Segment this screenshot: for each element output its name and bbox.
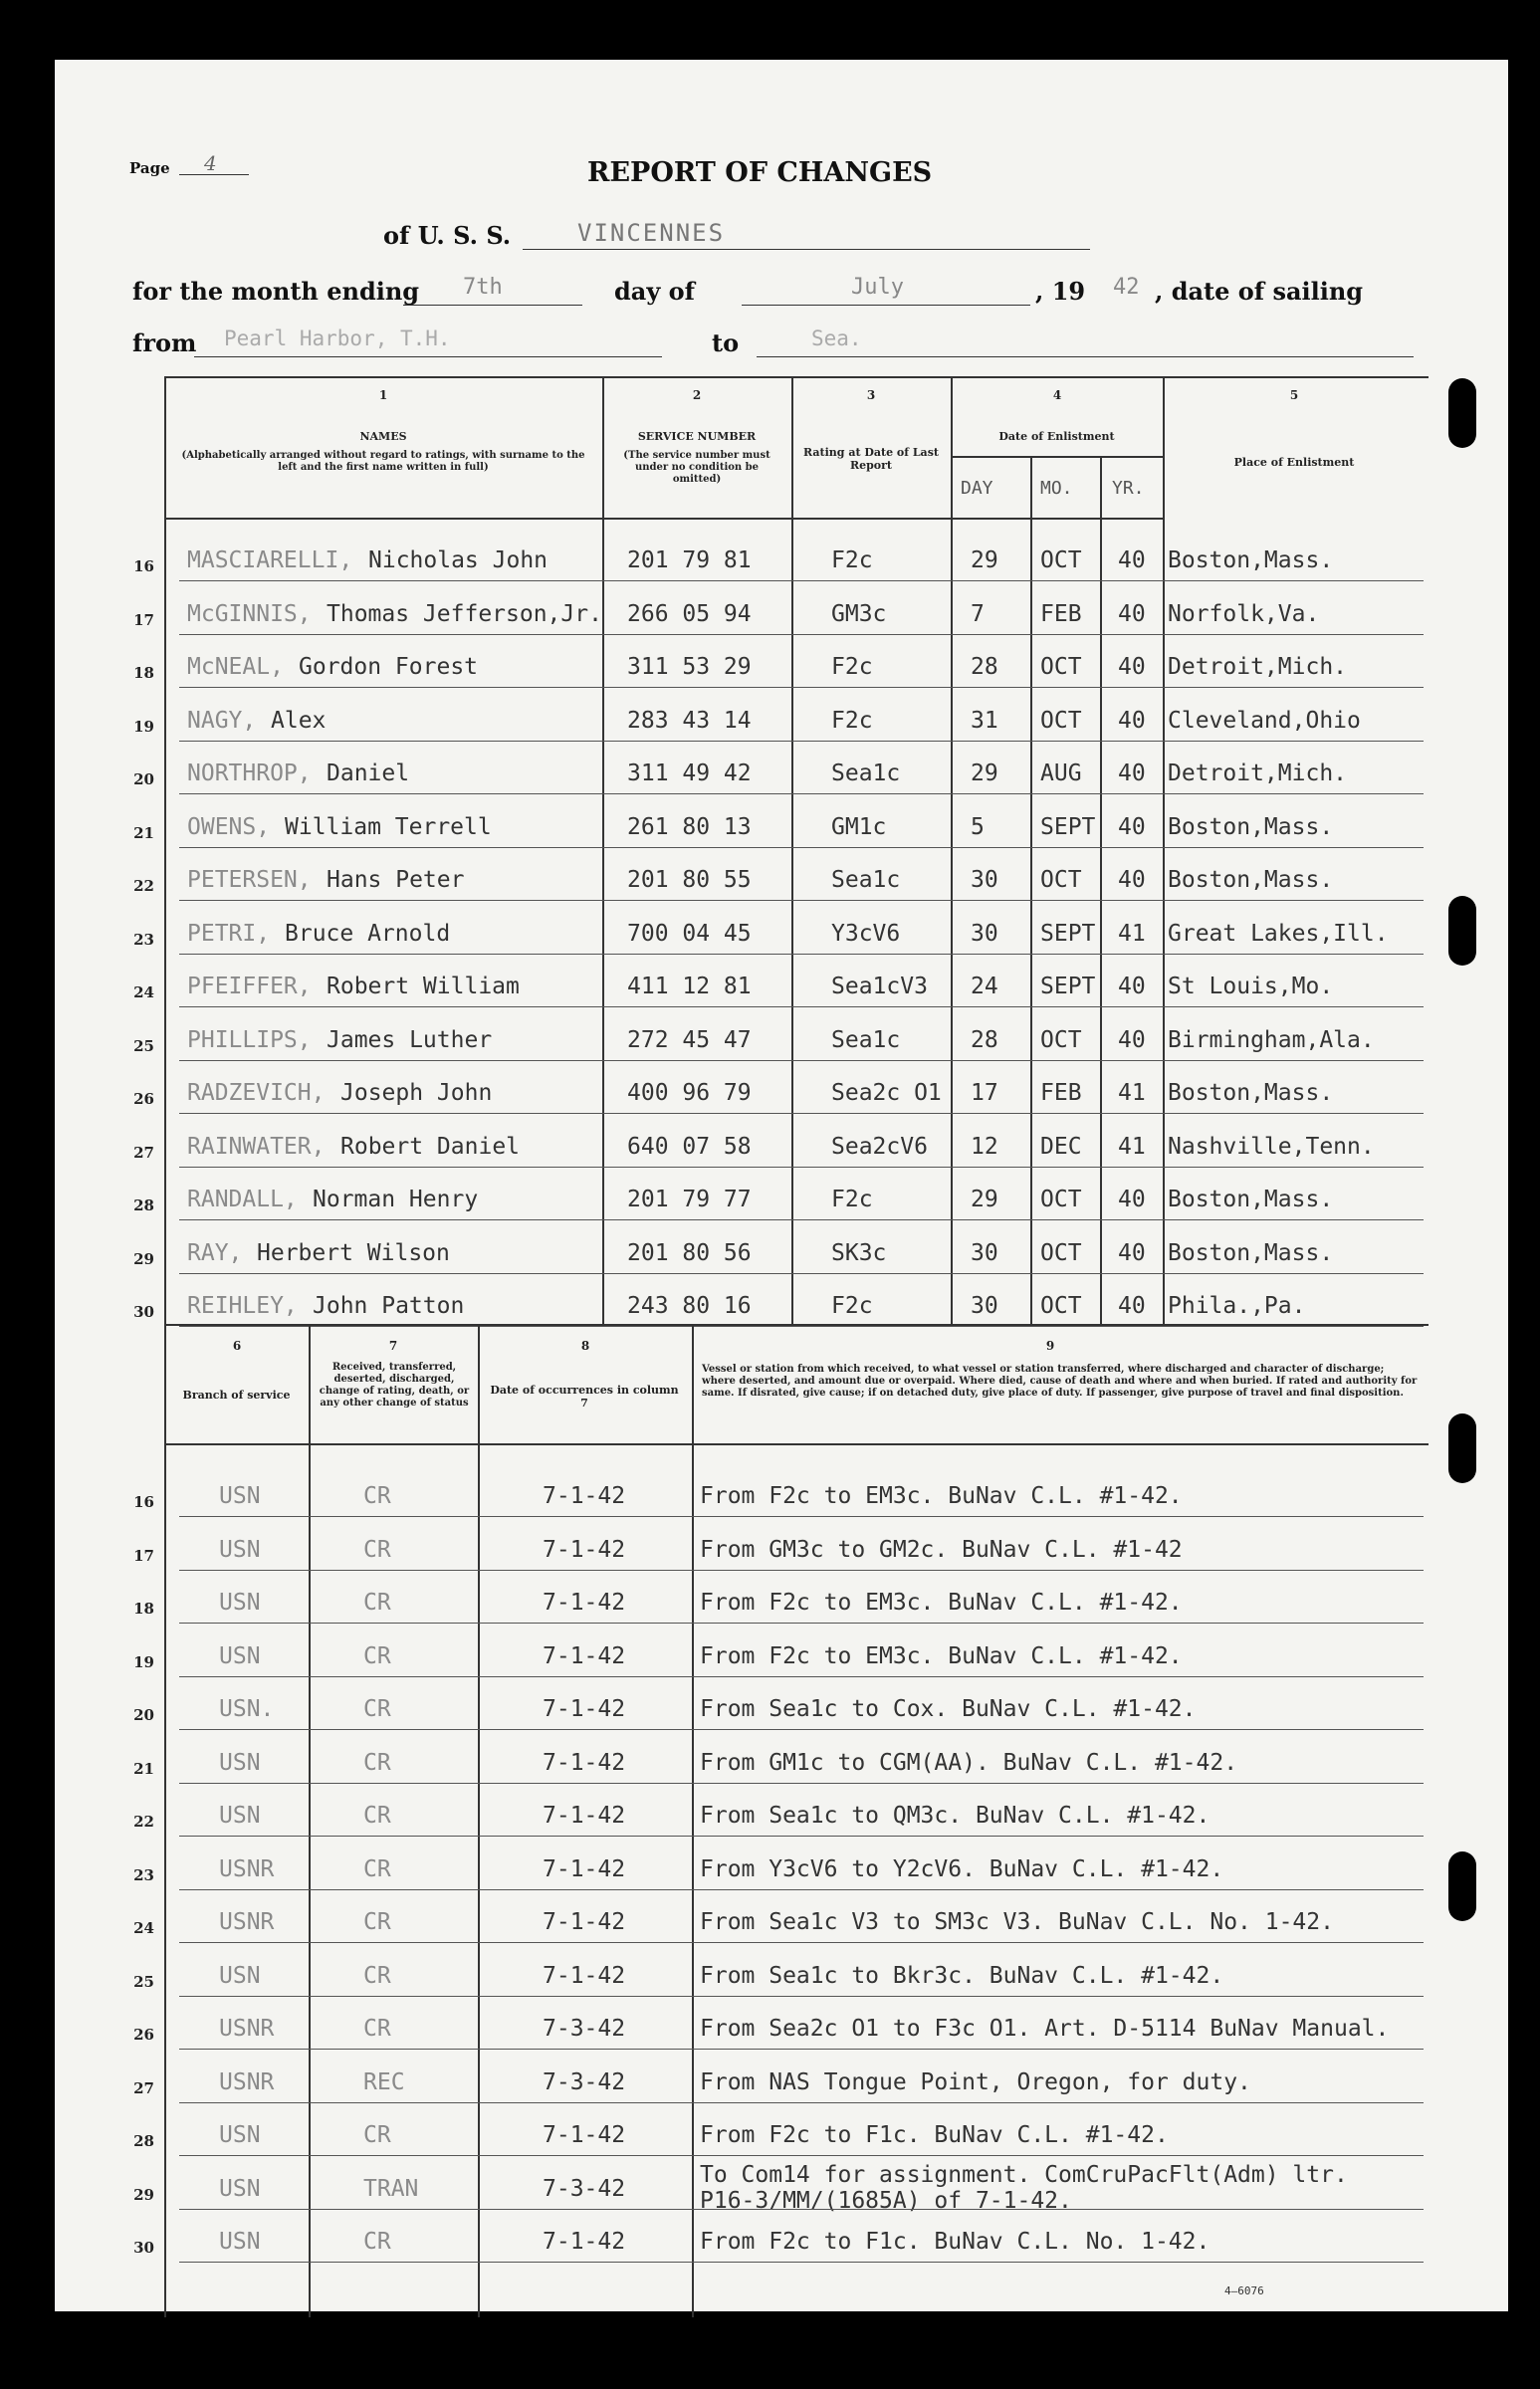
service-number: 400 96 79	[627, 1080, 752, 1106]
remarks: From Sea1c V3 to SM3c V3. BuNav C.L. No. 1-42.	[700, 1909, 1334, 1935]
row-number: 30	[133, 2239, 154, 2257]
change-status: CR	[363, 1962, 391, 1989]
status-header: Received, transferred, deserted, discharged, change of rating, death, or any other change of status	[319, 1362, 470, 1409]
enlist-year: 40	[1118, 600, 1146, 627]
form-number: 4—6076	[1224, 2284, 1264, 2297]
enlist-month: OCT	[1040, 1187, 1082, 1212]
col-number-9: 9	[1045, 1339, 1055, 1353]
enlist-year: 40	[1118, 547, 1146, 573]
enlist-month: AUG	[1040, 760, 1082, 786]
surname: NORTHROP,	[187, 760, 312, 786]
surname: RANDALL,	[187, 1187, 298, 1212]
enlist-day: 29	[971, 760, 998, 786]
enlist-year: 40	[1118, 707, 1146, 734]
enlist-month-label: MO.	[1040, 478, 1073, 499]
names-subheader: (Alphabetically arranged without regard to ratings, with surname to the left and the first name written in full)	[181, 450, 585, 473]
enlist-year: 40	[1118, 1293, 1146, 1319]
enlist-place: Boston,Mass.	[1168, 1187, 1334, 1212]
row-number: 22	[133, 1813, 154, 1831]
given-name: Robert Daniel	[340, 1133, 521, 1160]
given-name: Bruce Arnold	[285, 920, 451, 947]
occurrence-date: 7-1-42	[543, 1749, 626, 1776]
remarks: From F2c to EM3c. BuNav C.L. #1-42.	[700, 1590, 1183, 1616]
month-value: July	[851, 275, 904, 300]
rating-header: Rating at Date of Last Report	[803, 446, 939, 473]
change-status: CR	[363, 1855, 391, 1882]
occurrence-date: 7-3-42	[543, 2016, 626, 2042]
row-number: 27	[133, 2078, 154, 2097]
enlist-day: 7	[971, 600, 985, 627]
surname: RAINWATER,	[187, 1133, 326, 1160]
enlist-year: 40	[1118, 974, 1146, 999]
page-label: Page	[129, 159, 170, 177]
rating: Sea1cV3	[831, 974, 928, 999]
enlist-place: Boston,Mass.	[1168, 1080, 1334, 1106]
from-value: Pearl Harbor, T.H.	[224, 326, 451, 350]
occurrence-date: 7-1-42	[543, 1909, 626, 1935]
change-status: CR	[363, 1536, 391, 1563]
enlist-place: Detroit,Mich.	[1168, 760, 1348, 786]
rating: Sea1c	[831, 867, 901, 893]
branch-of-service: USN	[219, 1962, 261, 1989]
enlist-day: 29	[971, 547, 998, 573]
year-value: 42	[1113, 275, 1140, 300]
enlist-day: 17	[971, 1080, 998, 1106]
service-number: 283 43 14	[627, 707, 752, 734]
change-status: CR	[363, 2016, 391, 2042]
row-number: 23	[133, 1865, 154, 1884]
given-name: John Patton	[313, 1293, 465, 1319]
page-number: 4	[204, 151, 217, 175]
given-name: Daniel	[327, 760, 410, 786]
remarks: From F2c to F1c. BuNav C.L. No. 1-42.	[700, 2229, 1210, 2255]
enlist-day: 30	[971, 867, 998, 893]
enlist-place: Boston,Mass.	[1168, 813, 1334, 840]
row-number: 29	[133, 1249, 154, 1268]
remarks-continued: P16-3/MM/(1685A) of 7-1-42.	[700, 2187, 1072, 2214]
enlist-place: Boston,Mass.	[1168, 547, 1334, 573]
branch-header: Branch of service	[182, 1389, 291, 1402]
enlist-header: Date of Enlistment	[998, 430, 1115, 443]
col-number-3: 3	[866, 388, 876, 402]
surname: PFEIFFER,	[187, 974, 312, 999]
service-number: 201 80 55	[627, 867, 752, 893]
enlist-year: 40	[1118, 1026, 1146, 1053]
branch-of-service: USN	[219, 1642, 261, 1669]
row-number: 17	[133, 1546, 154, 1565]
rating: F2c	[831, 547, 873, 573]
day-value: 7th	[463, 275, 503, 300]
given-name: Joseph John	[340, 1080, 493, 1106]
rating: GM1c	[831, 813, 887, 840]
row-number: 25	[133, 1036, 154, 1055]
enlist-year: 40	[1118, 1187, 1146, 1212]
enlist-day: 28	[971, 1026, 998, 1053]
enlist-place: Birmingham,Ala.	[1168, 1026, 1375, 1053]
col-number-2: 2	[692, 388, 702, 402]
branch-of-service: USNR	[219, 2016, 275, 2042]
row-number: 28	[133, 1196, 154, 1214]
occurrence-date: 7-1-42	[543, 1855, 626, 1882]
surname: McGINNIS,	[187, 600, 312, 627]
date-header: Date of occurrences in column 7	[490, 1384, 679, 1411]
enlist-place: St Louis,Mo.	[1168, 974, 1334, 999]
occurrence-date: 7-1-42	[543, 1590, 626, 1616]
remarks: From Sea1c to Cox. BuNav C.L. #1-42.	[700, 1696, 1197, 1722]
occurrence-date: 7-3-42	[543, 2068, 626, 2095]
enlist-place: Boston,Mass.	[1168, 867, 1334, 893]
enlist-month: OCT	[1040, 1293, 1082, 1319]
branch-of-service: USN	[219, 2175, 261, 2202]
surname: NAGY,	[187, 707, 257, 734]
service-number: 243 80 16	[627, 1293, 752, 1319]
col-number-7: 7	[388, 1339, 398, 1353]
row-number: 16	[133, 1493, 154, 1511]
enlist-month: OCT	[1040, 547, 1082, 573]
binder-tab	[1448, 378, 1476, 448]
rating: Y3cV6	[831, 920, 901, 947]
enlist-month: SEPT	[1040, 920, 1096, 947]
enlist-day: 29	[971, 1187, 998, 1212]
rating: F2c	[831, 707, 873, 734]
change-status: TRAN	[363, 2175, 419, 2202]
row-number: 18	[133, 664, 154, 682]
enlist-year: 41	[1118, 1080, 1146, 1106]
enlist-day: 31	[971, 707, 998, 734]
occurrence-date: 7-1-42	[543, 2229, 626, 2255]
surname: PHILLIPS,	[187, 1026, 312, 1053]
col-number-4: 4	[1052, 388, 1062, 402]
remarks-header: Vessel or station from which received, to what vessel or station transferred, where discharged and character of discharge; where deserted, and amount due or overpaid. Where died, cause of death and where and when buried. If rated and authority for same. If disrated, give cause; if on detached duty, give place of duty. If passenger, give purpose of travel and final disposition.	[702, 1364, 1418, 1399]
service-number: 201 79 77	[627, 1187, 752, 1212]
enlist-month: OCT	[1040, 1239, 1082, 1266]
enlist-year: 41	[1118, 920, 1146, 947]
enlist-month: OCT	[1040, 867, 1082, 893]
enlist-place: Boston,Mass.	[1168, 1239, 1334, 1266]
change-status: CR	[363, 1749, 391, 1776]
row-number: 29	[133, 2185, 154, 2204]
row-number: 16	[133, 557, 154, 575]
change-status: CR	[363, 1803, 391, 1829]
rating: SK3c	[831, 1239, 887, 1266]
row-number: 22	[133, 877, 154, 895]
row-number: 26	[133, 1090, 154, 1108]
change-status: CR	[363, 2229, 391, 2255]
row-number: 17	[133, 610, 154, 629]
rating: GM3c	[831, 600, 887, 627]
row-number: 25	[133, 1972, 154, 1991]
remarks: From GM1c to CGM(AA). BuNav C.L. #1-42.	[700, 1749, 1238, 1776]
enlist-month: SEPT	[1040, 974, 1096, 999]
enlist-day: 30	[971, 1293, 998, 1319]
branch-of-service: USN	[219, 1590, 261, 1616]
given-name: Robert William	[327, 974, 520, 999]
given-name: Herbert Wilson	[257, 1239, 450, 1266]
branch-of-service: USN.	[219, 1696, 275, 1722]
remarks: To Com14 for assignment. ComCruPacFlt(Adm) ltr.	[700, 2161, 1348, 2188]
row-number: 20	[133, 770, 154, 788]
enlist-day: 12	[971, 1133, 998, 1160]
given-name: William Terrell	[285, 813, 492, 840]
enlist-year: 40	[1118, 867, 1146, 893]
rating: F2c	[831, 1293, 873, 1319]
given-name: Alex	[271, 707, 327, 734]
enlist-place: Nashville,Tenn.	[1168, 1133, 1375, 1160]
given-name: Gordon Forest	[299, 654, 479, 680]
day-suffix: day of	[614, 277, 695, 306]
branch-of-service: USN	[219, 2229, 261, 2255]
branch-of-service: USNR	[219, 1909, 275, 1935]
enlist-place: Norfolk,Va.	[1168, 600, 1320, 627]
enlist-year: 40	[1118, 760, 1146, 786]
branch-of-service: USN	[219, 1749, 261, 1776]
occurrence-date: 7-1-42	[543, 1696, 626, 1722]
report-title: REPORT OF CHANGES	[587, 157, 933, 188]
occurrence-date: 7-1-42	[543, 1536, 626, 1563]
given-name: Norman Henry	[313, 1187, 479, 1212]
surname: RAY,	[187, 1239, 243, 1266]
enlist-day-label: DAY	[961, 478, 993, 499]
row-number: 27	[133, 1143, 154, 1162]
enlist-year: 40	[1118, 654, 1146, 680]
change-status: CR	[363, 1590, 391, 1616]
enlist-day: 30	[971, 1239, 998, 1266]
change-status: CR	[363, 1642, 391, 1669]
surname: RADZEVICH,	[187, 1080, 326, 1106]
change-status: CR	[363, 1909, 391, 1935]
rating: F2c	[831, 1187, 873, 1212]
occurrence-date: 7-3-42	[543, 2175, 626, 2202]
surname: OWENS,	[187, 813, 271, 840]
col-number-6: 6	[232, 1339, 242, 1353]
service-subheader: (The service number must under no condition be omitted)	[623, 450, 770, 485]
enlist-day: 28	[971, 654, 998, 680]
occurrence-date: 7-1-42	[543, 1642, 626, 1669]
row-number: 24	[133, 1919, 154, 1937]
occurrence-date: 7-1-42	[543, 1962, 626, 1989]
enlist-year-label: YR.	[1112, 478, 1145, 499]
remarks: From F2c to F1c. BuNav C.L. #1-42.	[700, 2122, 1169, 2148]
surname: REIHLEY,	[187, 1293, 298, 1319]
row-number: 28	[133, 2132, 154, 2150]
row-number: 24	[133, 983, 154, 1001]
binder-tab	[1448, 1413, 1476, 1483]
given-name: James Luther	[327, 1026, 493, 1053]
place-header: Place of Enlistment	[1233, 456, 1355, 469]
remarks: From F2c to EM3c. BuNav C.L. #1-42.	[700, 1642, 1183, 1669]
service-number: 311 49 42	[627, 760, 752, 786]
service-number: 700 04 45	[627, 920, 752, 947]
row-number: 20	[133, 1706, 154, 1724]
service-number: 201 80 56	[627, 1239, 752, 1266]
enlist-day: 24	[971, 974, 998, 999]
report-page	[55, 60, 1508, 2311]
service-number: 311 53 29	[627, 654, 752, 680]
row-number: 19	[133, 717, 154, 736]
sailing-label: , date of sailing	[1155, 277, 1364, 306]
change-status: CR	[363, 1483, 391, 1509]
col-number-5: 5	[1289, 388, 1299, 402]
branch-of-service: USN	[219, 1536, 261, 1563]
remarks: From Sea2c O1 to F3c O1. Art. D-5114 BuNav Manual.	[700, 2016, 1390, 2042]
uss-label: of U. S. S.	[383, 221, 512, 250]
occurrence-date: 7-1-42	[543, 1483, 626, 1509]
enlist-month: SEPT	[1040, 813, 1096, 840]
remarks: From Sea1c to QM3c. BuNav C.L. #1-42.	[700, 1803, 1210, 1829]
occurrence-date: 7-1-42	[543, 2122, 626, 2148]
remarks: From Y3cV6 to Y2cV6. BuNav C.L. #1-42.	[700, 1855, 1224, 1882]
rating: Sea2cV6	[831, 1133, 928, 1160]
service-number: 261 80 13	[627, 813, 752, 840]
enlist-year: 40	[1118, 1239, 1146, 1266]
surname: PETRI,	[187, 920, 271, 947]
surname: MASCIARELLI,	[187, 547, 353, 573]
given-name: Hans Peter	[327, 867, 465, 893]
enlist-day: 30	[971, 920, 998, 947]
enlist-month: FEB	[1040, 600, 1082, 627]
enlist-place: Phila.,Pa.	[1168, 1293, 1306, 1319]
rating: Sea1c	[831, 760, 901, 786]
rating: Sea1c	[831, 1026, 901, 1053]
remarks: From Sea1c to Bkr3c. BuNav C.L. #1-42.	[700, 1962, 1224, 1989]
to-label: to	[712, 328, 740, 357]
surname: PETERSEN,	[187, 867, 312, 893]
occurrence-date: 7-1-42	[543, 1803, 626, 1829]
enlist-month: OCT	[1040, 654, 1082, 680]
branch-of-service: USN	[219, 1483, 261, 1509]
given-name: Nicholas John	[368, 547, 549, 573]
change-status: CR	[363, 2122, 391, 2148]
service-number: 272 45 47	[627, 1026, 752, 1053]
col-number-8: 8	[580, 1339, 590, 1353]
from-label: from	[132, 328, 197, 357]
enlist-year: 41	[1118, 1133, 1146, 1160]
row-number: 26	[133, 2026, 154, 2044]
service-number: 411 12 81	[627, 974, 752, 999]
service-number: 266 05 94	[627, 600, 752, 627]
service-number: 201 79 81	[627, 547, 752, 573]
row-number: 19	[133, 1652, 154, 1671]
change-status: REC	[363, 2068, 405, 2095]
branch-of-service: USNR	[219, 2068, 275, 2095]
remarks: From NAS Tongue Point, Oregon, for duty.	[700, 2068, 1251, 2095]
enlist-place: Cleveland,Ohio	[1168, 707, 1361, 734]
enlist-day: 5	[971, 813, 985, 840]
to-value: Sea.	[811, 326, 862, 350]
binder-tab	[1448, 1851, 1476, 1921]
given-name: Thomas Jefferson,Jr.	[327, 600, 602, 627]
remarks: From GM3c to GM2c. BuNav C.L. #1-42	[700, 1536, 1183, 1563]
row-number: 30	[133, 1303, 154, 1321]
row-number: 21	[133, 823, 154, 842]
enlist-place: Great Lakes,Ill.	[1168, 920, 1389, 947]
names-header: NAMES	[359, 430, 407, 443]
binder-tab	[1448, 896, 1476, 966]
enlist-month: OCT	[1040, 707, 1082, 734]
enlist-month: DEC	[1040, 1133, 1082, 1160]
service-number: 640 07 58	[627, 1133, 752, 1160]
surname: McNEAL,	[187, 654, 284, 680]
enlist-month: OCT	[1040, 1026, 1082, 1053]
row-number: 23	[133, 930, 154, 949]
rating: Sea2c O1	[831, 1080, 942, 1106]
remarks: From F2c to EM3c. BuNav C.L. #1-42.	[700, 1483, 1183, 1509]
branch-of-service: USN	[219, 2122, 261, 2148]
change-status: CR	[363, 1696, 391, 1722]
service-header: SERVICE NUMBER	[637, 430, 757, 443]
row-number: 18	[133, 1600, 154, 1618]
col-number-1: 1	[378, 388, 388, 402]
rating: F2c	[831, 654, 873, 680]
year-prefix: , 19	[1035, 277, 1086, 306]
branch-of-service: USN	[219, 1803, 261, 1829]
ship-name: VINCENNES	[577, 219, 726, 247]
enlist-place: Detroit,Mich.	[1168, 654, 1348, 680]
enlist-year: 40	[1118, 813, 1146, 840]
enlist-month: FEB	[1040, 1080, 1082, 1106]
month-label: for the month ending	[132, 277, 420, 306]
branch-of-service: USNR	[219, 1855, 275, 1882]
row-number: 21	[133, 1759, 154, 1778]
